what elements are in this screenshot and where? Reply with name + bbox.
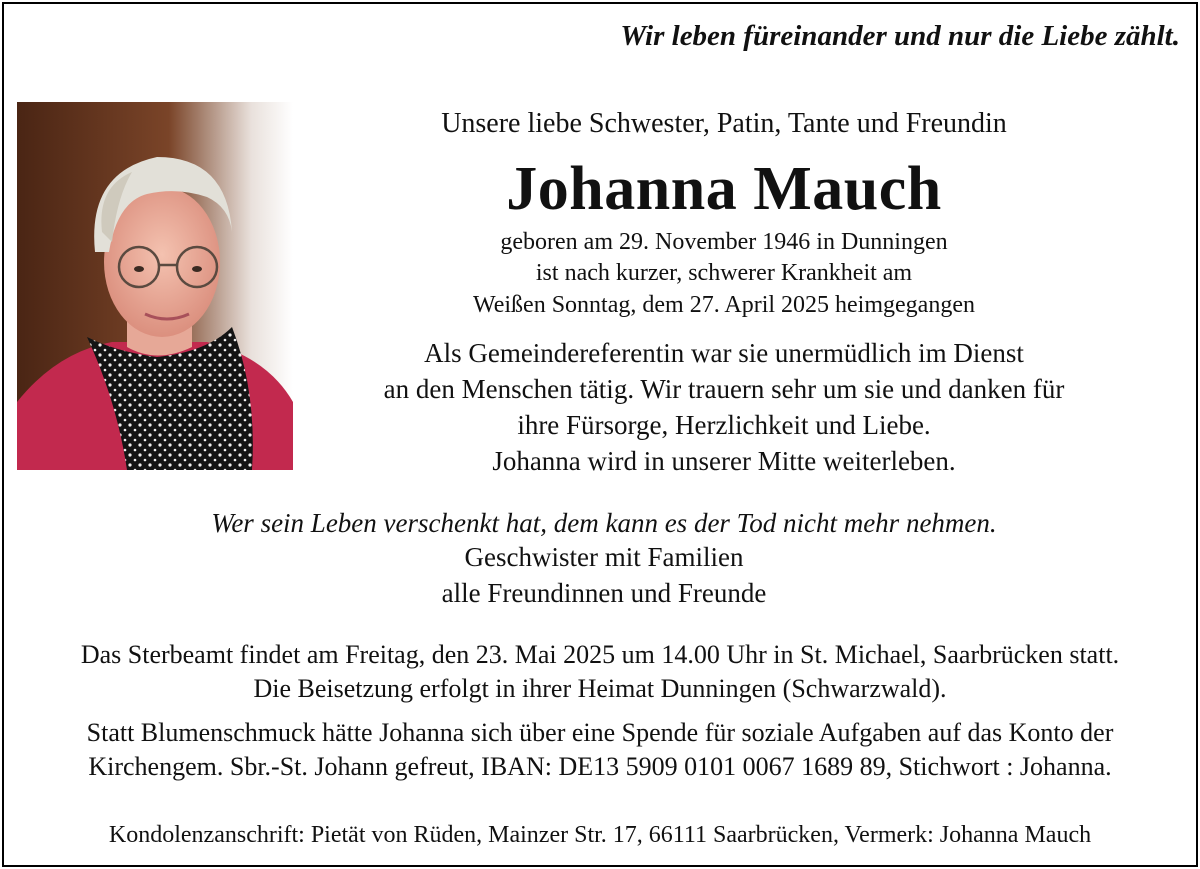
donation-line: Statt Blumenschmuck hätte Johanna sich über eine Spende für soziale Aufgaben auf das Konto der bbox=[86, 718, 1114, 747]
tribute-line: Johanna wird in unserer Mitte weiterleben. bbox=[492, 446, 956, 476]
obituary-notice bbox=[2, 2, 1198, 867]
service-line: Das Sterbeamt findet am Freitag, den 23. Mai 2025 um 14.00 Uhr in St. Michael, Saarbrücken statt. bbox=[80, 640, 1120, 669]
deceased-name: Johanna Mauch bbox=[506, 155, 942, 223]
intro-line: Unsere liebe Schwester, Patin, Tante und Freundin bbox=[441, 108, 1007, 139]
tribute-line: Als Gemeindereferentin war sie unermüdlich im Dienst bbox=[424, 338, 1024, 368]
birth-line: geboren am 29. November 1946 in Dunningen bbox=[500, 229, 948, 255]
mourners-line: Geschwister mit Familien bbox=[464, 542, 744, 572]
mourners-line: alle Freundinnen und Freunde bbox=[441, 578, 767, 608]
death-line: Weißen Sonntag, dem 27. April 2025 heimgegangen bbox=[473, 292, 975, 318]
tribute-line: ihre Fürsorge, Herzlichkeit und Liebe. bbox=[517, 410, 931, 440]
donation-line: Kirchengem. Sbr.-St. Johann gefreut, IBAN: DE13 5909 0101 0067 1689 89, Stichwort : Johanna. bbox=[88, 752, 1112, 781]
quote: Wer sein Leben verschenkt hat, dem kann es der Tod nicht mehr nehmen. bbox=[211, 508, 997, 538]
illness-line: ist nach kurzer, schwerer Krankheit am bbox=[535, 260, 913, 286]
motto: Wir leben füreinander und nur die Liebe zählt. bbox=[620, 20, 1180, 52]
portrait-photo bbox=[17, 102, 293, 470]
condolence-address: Kondolenzanschrift: Pietät von Rüden, Mainzer Str. 17, 66111 Saarbrücken, Vermerk: Johanna Mauch bbox=[108, 822, 1092, 848]
burial-line: Die Beisetzung erfolgt in ihrer Heimat Dunningen (Schwarzwald). bbox=[253, 674, 947, 703]
tribute-line: an den Menschen tätig. Wir trauern sehr um sie und danken für bbox=[383, 374, 1065, 404]
portrait-image bbox=[17, 102, 293, 470]
